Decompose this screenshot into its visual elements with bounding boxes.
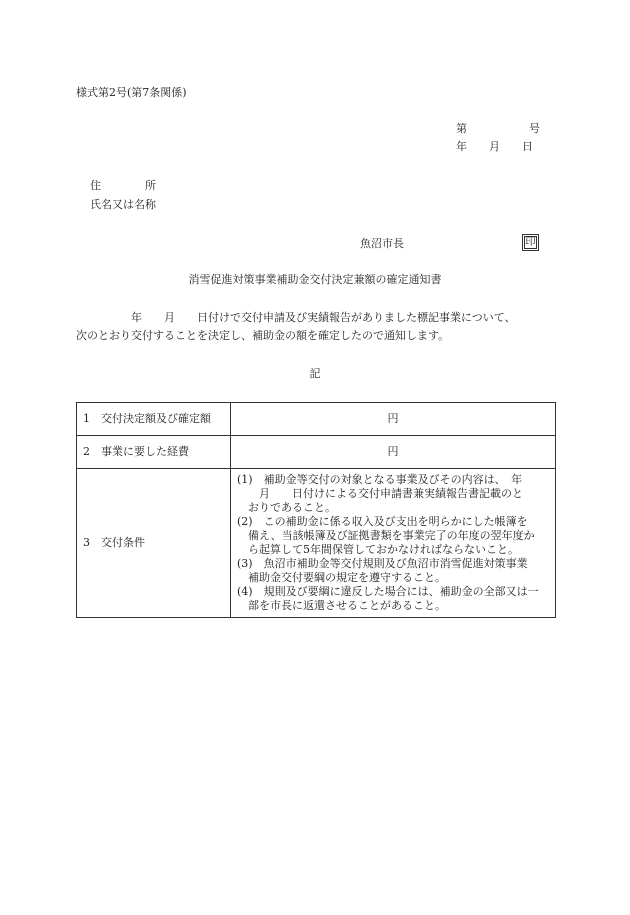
- conditions-cell: [231, 469, 556, 618]
- document-number: [456, 122, 540, 136]
- mayor-title: 魚沼市長: [360, 237, 404, 250]
- condition-line: 月 日付けによる交付申請書兼実績報告書記載のと: [237, 487, 523, 500]
- row-label: 3 交付条件: [77, 469, 231, 618]
- condition-line: 備え、当該帳簿及び証拠書類を事業完了の年度の翌年度か: [237, 529, 535, 542]
- condition-line: (1) 補助金等交付の対象となる事業及びその内容は、 年: [237, 473, 523, 486]
- table-row: [77, 469, 556, 618]
- body-line-1: 年 月 日付けで交付申請及び実績報告がありました標記事業について、: [76, 311, 516, 324]
- date-month: 月: [489, 140, 500, 153]
- condition-item: [237, 515, 549, 557]
- address-label: 住 所: [90, 179, 156, 192]
- condition-item: [237, 585, 549, 613]
- document-title: 消雪促進対策事業補助金交付決定兼額の確定通知書: [188, 273, 442, 286]
- name-label: 氏名又は名称: [90, 198, 156, 211]
- condition-line: (3) 魚沼市補助金等交付規則及び魚沼市消雪促進対策事業: [237, 557, 528, 570]
- condition-line: おりであること。: [237, 501, 336, 514]
- row-label: 2 事業に要した経費: [77, 436, 231, 469]
- date-day: 日: [522, 140, 533, 153]
- condition-item: [237, 473, 549, 515]
- date-year: 年: [456, 140, 467, 153]
- condition-line: ら起算して5年間保管しておかなければならないこと。: [237, 543, 519, 556]
- condition-item: [237, 557, 549, 585]
- form-number: 様式第2号(第7条関係): [76, 86, 187, 99]
- row-label: 1 交付決定額及び確定額: [77, 403, 231, 436]
- seal-stamp: [522, 234, 539, 251]
- doc-number-prefix: 第: [456, 122, 467, 135]
- table-row: [77, 403, 556, 436]
- row-value: 円: [231, 436, 556, 469]
- ki-heading: 記: [309, 367, 321, 380]
- document-date: [456, 140, 533, 154]
- condition-line: 部を市長に返還させることがあること。: [237, 599, 446, 612]
- condition-line: (4) 規則及び要綱に違反した場合には、補助金の全部又は一: [237, 585, 539, 598]
- condition-line: 補助金交付要綱の規定を遵守すること。: [237, 571, 446, 584]
- condition-line: (2) この補助金に係る収入及び支出を明らかにした帳簿を: [237, 515, 528, 528]
- table-row: [77, 436, 556, 469]
- details-table: [76, 402, 556, 618]
- body-line-2: 次のとおり交付することを決定し、補助金の額を確定したので通知します。: [76, 329, 450, 342]
- seal-label: 印: [525, 237, 536, 248]
- doc-number-suffix: 号: [529, 122, 540, 135]
- row-value: 円: [231, 403, 556, 436]
